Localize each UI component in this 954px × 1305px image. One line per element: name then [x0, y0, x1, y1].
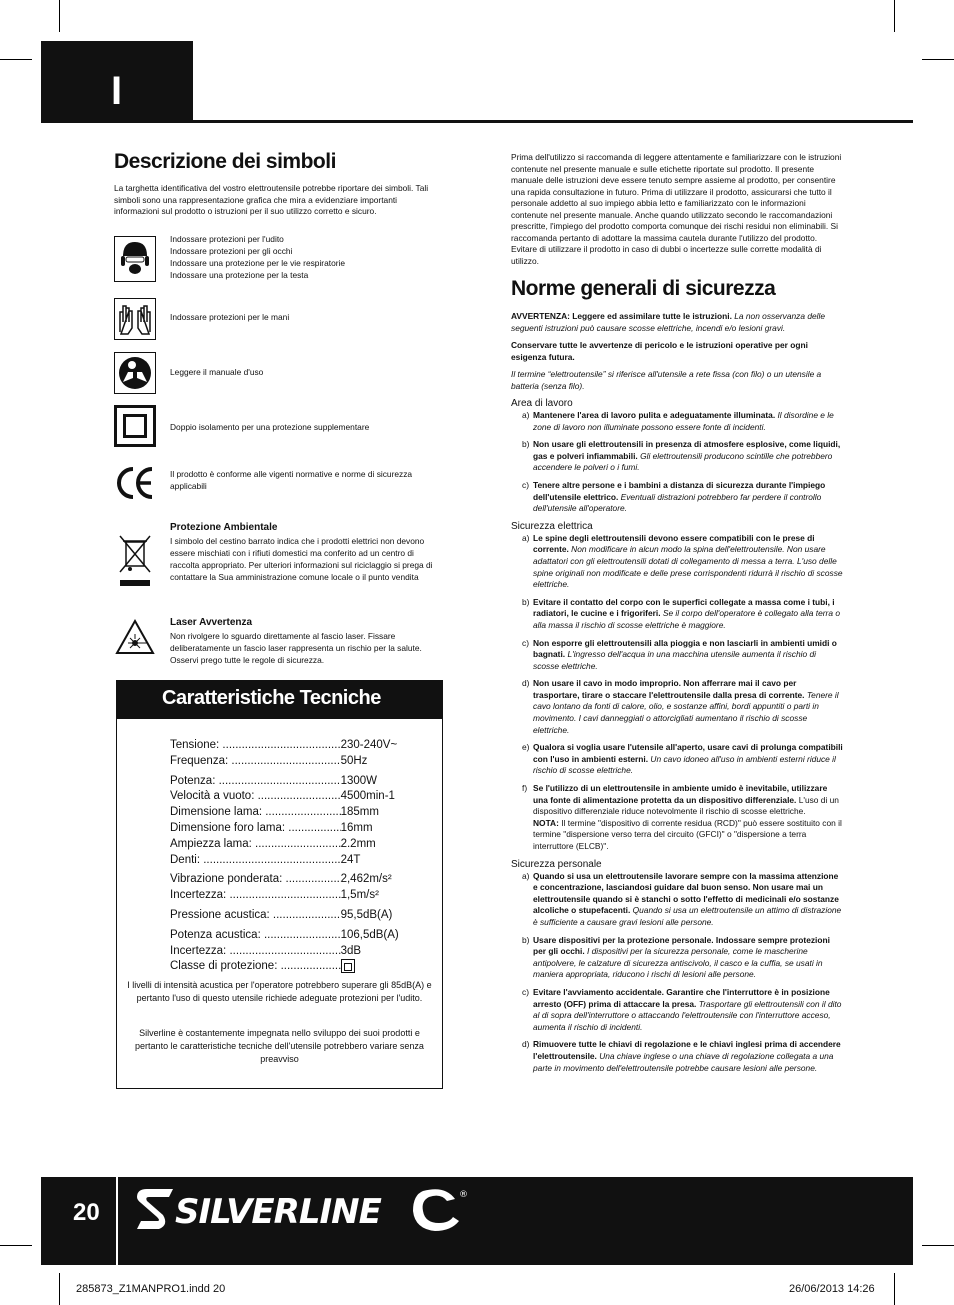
- spec-row: Dimensione lama: ..... 185mm: [170, 805, 410, 821]
- crop-mark: [0, 1245, 32, 1246]
- slug-date: 26/06/2013 14:26: [789, 1283, 875, 1295]
- list-item: b) Usare dispositivi per la protezione personale. Indossare sempre protezioni per gli occhi. I dispositivi per la sicurezza personale, come le mascherine antipolvere, le calzature di sicurezza antiscivolo, il casco e la cuffia, se usati in maniera appropriata, riducono i rischi di lesioni alle persone.: [522, 934, 830, 980]
- language-tab: I: [41, 41, 193, 123]
- intro-paragraph: Prima dell'utilizzo si raccomanda di leggere attentamente e familiarizzare con le istruzioni contenute nel presente manuale e sulle etichette riportate sul prodotto. Il presente manuale delle istruzioni deve essere tenuto sempre assieme al prodotto, per consentire una rapida consultazione in futuro. Prima di utilizzare il prodotto, assicurarsi che tutto il personale addetto al suo impiego abbia letto e familiarizzato con le informazioni contenute nel presente manuale. Anche quando utilizzato secondo le raccomandazioni prescritte, l'impiego del prodotto comporta comunque dei rischi residui non eliminabili. Si raccomanda pertanto di adottare la massima cautela durante l'utilizzo del prodotto. Evitare di utilizzare il prodotto in caso di dubbi o incertezze sulle corrette modalità di utilizzo.: [511, 152, 842, 266]
- crop-mark: [0, 59, 32, 60]
- double-insulation-icon: [114, 405, 156, 447]
- specs-list: [170, 738, 410, 975]
- laser-warning-icon: [114, 617, 156, 659]
- symbol-title: Protezione Ambientale: [170, 522, 278, 533]
- crop-mark: [59, 0, 60, 32]
- list-item: c) Tenere altre persone e i bambini a distanza di sicurezza durante l'impiego dell'utensile elettrico. Eventuali distrazioni potrebbero far perdere il controllo dell'utensile all'operatore.: [522, 479, 826, 514]
- silverline-logo: [133, 1185, 468, 1233]
- spec-row: Potenza: ..... 1300W: [170, 774, 410, 790]
- crop-mark: [922, 1245, 954, 1246]
- symbols-section: [114, 150, 444, 218]
- footer-divider: [116, 1177, 118, 1265]
- gloves-icon: [114, 298, 156, 340]
- list-item: d) Non usare il cavo in modo improprio. Non afferrare mai il cavo per trasportare, tirare o staccare l'elettroutensile dalla presa di corrente. Tenere il cavo lontano da fonti di calore, olio, e sostanze affini, bordi appuntiti o parti in movimento. I cavi danneggiati o attorcigliati aumentano il rischio di scosse elettriche.: [522, 678, 839, 735]
- safety-title: Norme generali di sicurezza: [511, 277, 776, 300]
- spec-row: Frequenza: ..... 50Hz: [170, 754, 410, 770]
- safety-gear-icon: [114, 236, 156, 278]
- symbol-title: Laser Avvertenza: [170, 617, 253, 628]
- spec-row: Velocità a vuoto: ..... 4500min-1: [170, 789, 410, 805]
- header-rule: [193, 120, 913, 123]
- keep-paragraph: Conservare tutte le avvertenze di pericolo e le istruzioni operative per ogni esigenza futura.: [511, 340, 808, 362]
- list-item: b) Evitare il contatto del corpo con le superfici collegate a massa come i tubi, i radiatori, le cucine e i frigoriferi. Se il corpo dell'operatore è collegato alla terra o alla massa il rischio di scosse elettriche è maggiore.: [522, 596, 840, 630]
- spec-row: Potenza acustica: ..... 106,5dB(A): [170, 928, 410, 944]
- symbol-text: Indossare protezioni per l'udito Indossare protezioni per gli occhi Indossare una protezione per le vie respiratorie Indossare una protezione per la testa: [170, 234, 346, 280]
- crop-mark: [59, 1273, 60, 1305]
- list-item: a) Le spine degli elettroutensili devono essere compatibili con le prese di corrente. Non modificare in alcun modo la spina dell'elettroutensile. Non usare adattatori con gli elettroutensili dotati di collegamento di messa a terra. L'uso delle spine originali non modificate e delle prese corrispondenti ridurrà il rischio di scosse elettriche.: [522, 532, 843, 590]
- list-item: c) Evitare l'avviamento accidentale. Garantire che l'interruttore è in posizione arresto (OFF) prima di attaccare la presa. Trasportare gli elettroutensili con il dito al di sopra dell'interruttore o attaccando l'elettroutensile con l'interruttore acceso, aumenta il rischio di incidenti.: [522, 986, 842, 1032]
- spec-row: Dimensione foro lama: ..... 16mm: [170, 821, 410, 837]
- spec-row: Denti: ..... 24T: [170, 853, 410, 869]
- symbols-title: Descrizione dei simboli: [114, 150, 336, 173]
- crop-mark: [894, 0, 895, 32]
- specs-box: [116, 680, 443, 1089]
- list-item: f) Se l'utilizzo di un elettroutensile in ambiente umido è inevitabile, utilizzare una fonte di alimentazione protetta da un dispositivo differenziale. L'uso di un dispositivo differenziale riduce notevolmente il rischio di scosse elettriche. NOTA: Il termine "dispositivo di corrente residua (RCD)" può essere sostituito con il termine "dispersione verso terra del circuito (GFCI)" o "dispersione a terra interruttore (ELCB)".: [522, 783, 842, 851]
- warning-paragraph: AVVERTENZA: Leggere ed assimilare tutte le istruzioni. La non osservanza delle seguenti istruzioni può causare scosse elettriche, incendi e/o lesioni gravi.: [511, 311, 826, 333]
- spec-row: Incertezza: ..... 3dB: [170, 944, 410, 960]
- svg-text:®: ®: [459, 1190, 468, 1200]
- safety-column: [511, 152, 843, 1080]
- symbols-intro: La targhetta identificativa del vostro elettroutensile potrebbe riportare dei simboli. Tali simboli sono una rappresentazione grafica che mira a evidenziare importanti informazioni sul prodotto o istruzioni per il suo utilizzo corretto e sicuro.: [114, 183, 429, 217]
- crop-mark: [922, 59, 954, 60]
- symbol-text: Indossare protezioni per le mani: [170, 312, 290, 322]
- specs-note-noise: I livelli di intensità acustica per l'operatore potrebbero superare gli 85dB(A) e pertanto l'uso di questo utensile richiede adeguate protezioni per l'udito.: [127, 980, 432, 1003]
- symbol-text: Doppio isolamento per una protezione supplementare: [170, 422, 370, 432]
- list-item: d) Rimuovere tutte le chiavi di regolazione e le chiavi inglesi prima di accendere l'elettroutensile. Una chiave inglese o una chiave di regolazione collegata a una parte in movimento dell'elettroutensile potrebbe causare lesioni alle persone.: [522, 1039, 841, 1073]
- spec-row: Classe di protezione: .....: [170, 959, 410, 975]
- section-heading: Area di lavoro: [511, 398, 573, 409]
- list-item: a) Mantenere l'area di lavoro pulita e adeguatamente illuminata. Il disordine e le zone di lavoro non illuminate possono essere fonte di incidenti.: [522, 410, 834, 432]
- symbol-text: Laser Avvertenza Non rivolgere lo sguardo direttamente al fascio laser. Fissare deliberatamente un fascio laser rappresenta un rischio per la salute. Osservi prego tutte le regole di sicurezza.: [170, 617, 445, 666]
- specs-note-disclaimer: Silverline è costantemente impegnata nello sviluppo dei suoi prodotti e pertanto le caratteristiche tecniche dell'utensile potrebbero variare senza preavviso: [135, 1028, 424, 1064]
- double-insulation-icon: [341, 959, 355, 973]
- symbol-text: Leggere il manuale d'uso: [170, 367, 264, 377]
- spec-row: Tensione: ..... 230-240V~: [170, 738, 410, 754]
- svg-text:SILVERLINE: SILVERLINE: [175, 1192, 381, 1232]
- slug-filename: 285873_Z1MANPRO1.indd 20: [76, 1283, 226, 1295]
- page-number: 20: [73, 1199, 100, 1226]
- manual-icon: [114, 352, 156, 394]
- spec-row: Vibrazione ponderata: ..... 2,462m/s²: [170, 872, 410, 888]
- section-heading: Sicurezza elettrica: [511, 520, 593, 532]
- list-item: b) Non usare gli elettroutensili in presenza di atmosfere esplosive, come liquidi, gas e polveri infiammabili. Gli elettroutensili producono scintille che potrebbero accendere le polveri o i fumi.: [522, 439, 841, 473]
- spec-row: Ampiezza lama: ..... 2.2mm: [170, 837, 410, 853]
- list-item: a) Quando si usa un elettroutensile lavorare sempre con la massima attenzione e concentrazione, lasciandosi guidare dal buon senso. Non usare mai un elettroutensile quando si è stanchi o sotto l'effetto di medicinali e/o sostanze alcoliche o stupefacenti. Quando si usa un elettroutensile un attimo di distrazione è sufficiente a causare gravi lesioni alle persone.: [522, 870, 842, 927]
- footer-bar: [41, 1177, 913, 1265]
- ce-mark-icon: [114, 462, 156, 504]
- spec-row: Incertezza: ..... 1,5m/s²: [170, 888, 410, 904]
- term-paragraph: Il termine “elettroutensile” si riferisce all'utensile a rete fissa (con filo) o un utensile a batteria (senza filo).: [511, 369, 822, 391]
- list-item: c) Non esporre gli elettroutensili alla pioggia e non lasciarli in ambienti umidi o bagnati. L'ingresso dell'acqua in una macchina utensile aumenta il rischio di scosse elettriche.: [522, 637, 837, 671]
- section-heading: Sicurezza personale: [511, 858, 602, 870]
- list-item: e) Qualora si voglia usare l'utensile all'aperto, usare cavi di prolunga compatibili con l'uso in ambienti esterni. Un cavo idoneo all'uso in ambienti esterni riduce il rischio di scosse elettriche.: [522, 742, 843, 776]
- symbol-text: Protezione Ambientale I simbolo del cestino barrato indica che i prodotti elettrici non devono essere mischiati con i rifiuti domestici ma conferito ad un centro di raccolta appropriato. Per ulteriori informazioni sul riciclaggio si prega di contattare la Sua amministrazione comune locale o il punto vendita: [170, 522, 445, 583]
- symbol-text: Il prodotto è conforme alle vigenti normative e norme di sicurezza applicabili: [170, 469, 413, 491]
- crop-mark: [894, 1273, 895, 1305]
- crossed-bin-icon: [114, 532, 156, 592]
- spec-row: Pressione acustica: ..... 95,5dB(A): [170, 908, 410, 924]
- specs-title: Caratteristiche Tecniche: [117, 681, 442, 719]
